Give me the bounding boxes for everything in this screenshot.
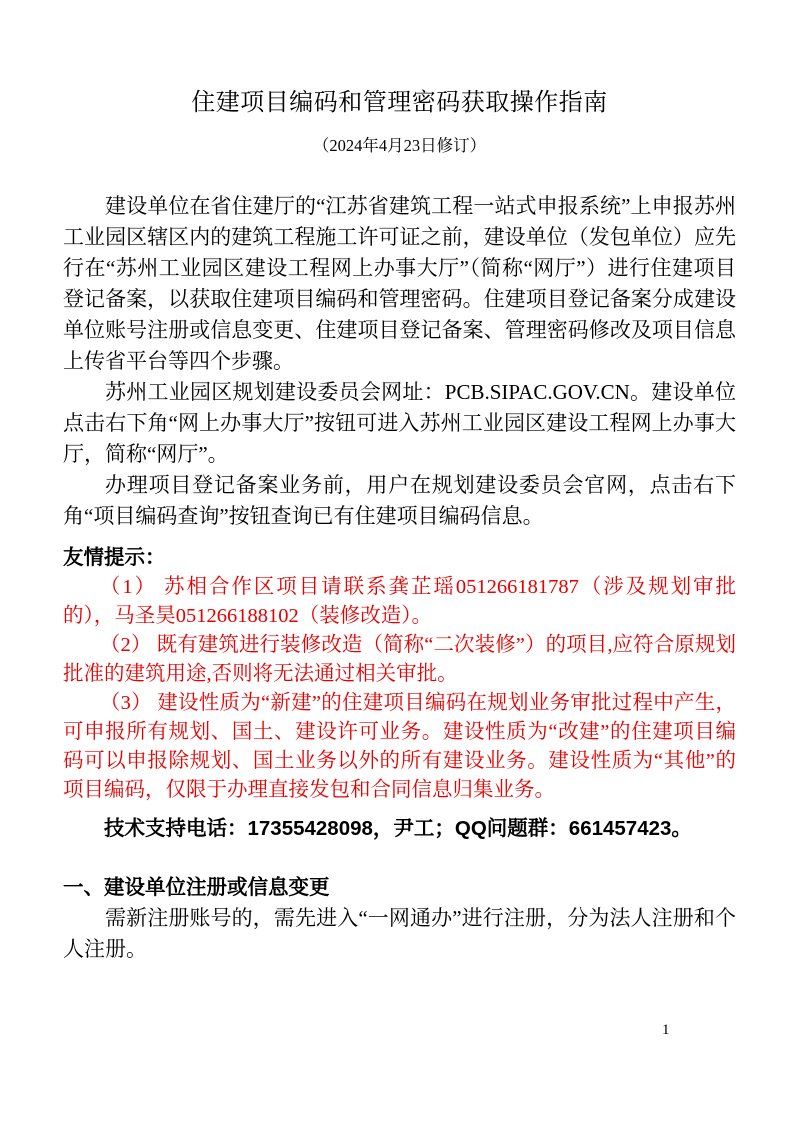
paragraph-code-query: 办理项目登记备案业务前，用户在规划建设委员会官网，点击右下角“项目编码查询”按钮查询已有住建项目编码信息。 bbox=[63, 473, 736, 528]
paragraph-website: 苏州工业园区规划建设委员会网址：PCB.SIPAC.GOV.CN。建设单位点击右下角“网上办事大厅”按钮可进入苏州工业园区建设工程网上办事大厅，简称“网厅”。 bbox=[63, 380, 736, 466]
paragraph-intro: 建设单位在省住建厅的“江苏省建筑工程一站式申报系统”上申报苏州工业园区辖区内的建筑工程施工许可证之前，建设单位（发包单位）应先行在“苏州工业园区建设工程网上办事大厅”（简称“网厅”）进行住建项目登记备案，以获取住建项目编码和管理密码。住建项目登记备案分成建设单位账号注册或信息变更、住建项目登记备案、管理密码修改及项目信息上传省平台等四个步骤。 bbox=[63, 194, 736, 373]
page-number: 1 bbox=[662, 1022, 670, 1038]
section-1-body: 需新注册账号的，需先进入“一网通办”进行注册，分为法人注册和个人注册。 bbox=[63, 906, 736, 961]
tips-heading: 友情提示： bbox=[63, 546, 166, 569]
tip-item-1: （1） 苏相合作区项目请联系龚芷瑶051266181787（涉及规划审批的），马圣昊051266188102（装修改造）。 bbox=[63, 576, 736, 627]
tip-item-2: （2） 既有建筑进行装修改造（简称“二次装修”）的项目,应符合原规划批准的建筑用途,否则将无法通过相关审批。 bbox=[63, 634, 736, 685]
tip-item-3: （3） 建设性质为“新建”的住建项目编码在规划业务审批过程中产生，可申报所有规划、国土、建设许可业务。建设性质为“改建”的住建项目编码可以申报除规划、国土业务以外的所有建设业务。建设性质为“其他”的项目编码，仅限于办理直接发包和合同信息归集业务。 bbox=[63, 692, 736, 801]
doc-subtitle: （2024年4月23日修订） bbox=[312, 136, 487, 155]
doc-title: 住建项目编码和管理密码获取操作指南 bbox=[191, 90, 608, 116]
section-1-heading: 一、建设单位注册或信息变更 bbox=[63, 876, 330, 899]
support-contact-line: 技术支持电话：17355428098，尹工；QQ问题群：661457423。 bbox=[104, 817, 692, 840]
